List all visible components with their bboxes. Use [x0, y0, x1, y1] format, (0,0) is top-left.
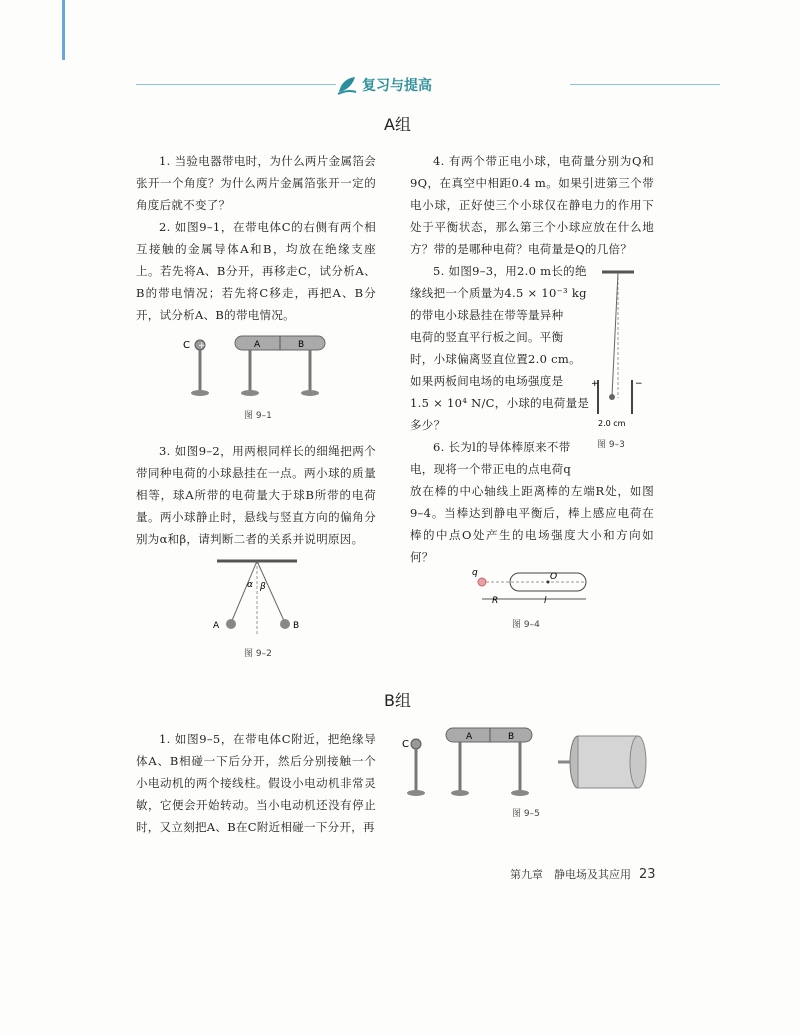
figure-9-5-caption: 图 9–5 [512, 809, 540, 819]
figure-9-3-caption: 图 9–3 [597, 440, 625, 450]
header-rule-right [570, 84, 720, 85]
question-a1: 1. 当验电器带电时，为什么两片金属箔会张开一个角度？为什么两片金属箔张开一定的角度后就不变了？ [136, 154, 376, 212]
question-a6-line2: 电，现将一个带正电的点电荷q [410, 462, 572, 476]
fig1-plus-sign: + [198, 341, 206, 351]
fig5-base-b [511, 790, 529, 796]
figure-9-1 [180, 330, 340, 400]
fig5-base-a [451, 790, 469, 796]
chapter-label: 第九章 静电场及其应用 [510, 868, 631, 881]
fig2-ball-a [226, 619, 236, 629]
fig3-plus: + [591, 379, 599, 389]
question-a5-line3: 的带电小球悬挂在带等量异种 [410, 308, 564, 322]
fig4-label-q: q [472, 568, 478, 578]
fig1-label-c: C [183, 340, 190, 351]
leaf-logo-icon [336, 74, 358, 96]
fig1-base-b [301, 390, 319, 396]
fig1-label-b: B [298, 340, 305, 350]
fig3-thread [612, 272, 618, 396]
question-a2: 2. 如图9–1，在带电体C的右侧有两个相互接触的金属导体A和B，均放在绝缘支座上。若先将A、B分开，再移走C，试分析A、B的带电情况；若先将C移走，再把A、B分开，试分析A、B的带电情况。 [136, 220, 376, 322]
fig3-ball [609, 394, 615, 400]
figure-9-1-caption: 图 9–1 [244, 411, 272, 421]
fig2-alpha: α [247, 580, 253, 590]
figure-9-4 [470, 565, 600, 607]
fig5-base-c [407, 790, 425, 796]
fig1-label-a: A [254, 340, 261, 350]
figure-9-5 [400, 722, 650, 802]
question-b1: 1. 如图9–5，在带电体C附近，把绝缘导体A、B相碰一下后分开，然后分别接触一个小电动机的两个接线柱。假设小电动机非常灵敏，它便会开始转动。当小电动机还没有停止时，又立刻把A、B在C附近相碰一下分开，再 [136, 732, 376, 834]
figure-9-3 [590, 268, 650, 433]
page-number: 23 [639, 867, 656, 882]
fig2-label-a: A [213, 621, 220, 631]
fig2-string-b [257, 561, 285, 623]
question-a5-line8: 多少？ [410, 418, 446, 432]
fig3-distance: 2.0 cm [598, 419, 626, 428]
question-a5 [410, 260, 590, 436]
fig4-label-l: l [544, 596, 547, 606]
fig5-conductor-ab [446, 728, 532, 742]
fig5-label-a: A [466, 732, 473, 742]
fig2-string-a [231, 561, 257, 623]
question-a5-line1: 5. 如图9–3，用2.0 m长的绝 [433, 264, 587, 278]
question-a5-line5: 时，小球偏离竖直位置2.0 cm。 [410, 352, 581, 366]
fig1-base-c [191, 390, 209, 396]
motor-icon [558, 736, 646, 788]
figure-9-2-caption: 图 9–2 [244, 649, 272, 659]
fig2-label-b: B [293, 621, 300, 631]
question-a5-line4: 电荷的竖直平行板之间。平衡 [410, 330, 564, 344]
figure-9-2 [205, 555, 305, 640]
fig5-label-c: C [402, 739, 409, 750]
fig4-label-o: O [550, 572, 558, 582]
page-footer [510, 866, 656, 882]
figure-9-4-caption: 图 9–4 [512, 620, 540, 630]
fig5-charged-body-c [411, 739, 421, 749]
header-rule-left [136, 84, 336, 85]
question-a5-line7: 1.5 × 10⁴ N/C，小球的电荷量是 [410, 396, 590, 410]
header-logo-group [336, 72, 570, 98]
question-a5-line2: 缘线把一个质量为4.5 × 10⁻³ kg [410, 286, 587, 300]
fig3-minus: − [635, 379, 643, 389]
section-title: 复习与提高 [362, 78, 432, 94]
fig4-label-r: R [492, 596, 499, 606]
question-a6-line1: 6. 长为l的导体棒原来不带 [433, 440, 571, 454]
question-a5-line6: 如果两板间电场的电场强度是 [410, 374, 564, 388]
section-header [136, 72, 720, 98]
fig2-beta: β [260, 582, 266, 592]
group-b-title: B组 [384, 691, 411, 710]
group-a-title: A组 [384, 115, 411, 134]
question-a6-head [410, 436, 590, 480]
question-a3: 3. 如图9–2，用两根同样长的细绳把两个带同种电荷的小球悬挂在一点。两小球的质量相等，球A所带的电荷量大于球B所带的电荷量。两小球静止时，悬线与竖直方向的偏角分别为α和β，请判断二者的关系并说明原因。 [136, 444, 376, 546]
fig5-label-b: B [508, 732, 515, 742]
fig2-ball-b [280, 619, 290, 629]
question-a4: 4. 有两个带正电小球，电荷量分别为Q和9Q，在真空中相距0.4 m。如果引进第三个带电小球，正好使三个小球仅在静电力的作用下处于平衡状态，那么第三个小球应放在什么地方？带的是哪种电荷？电荷量是Q的几倍？ [410, 154, 654, 256]
question-a6-tail: 放在棒的中心轴线上距离棒的左端R处，如图9–4。当棒达到静电平衡后，棒上感应电荷在棒的中点O处产生的电场强度大小和方向如何？ [410, 484, 654, 564]
fig4-point-charge [478, 578, 486, 586]
fig1-base-a [241, 390, 259, 396]
page-edge-strip [62, 0, 65, 60]
